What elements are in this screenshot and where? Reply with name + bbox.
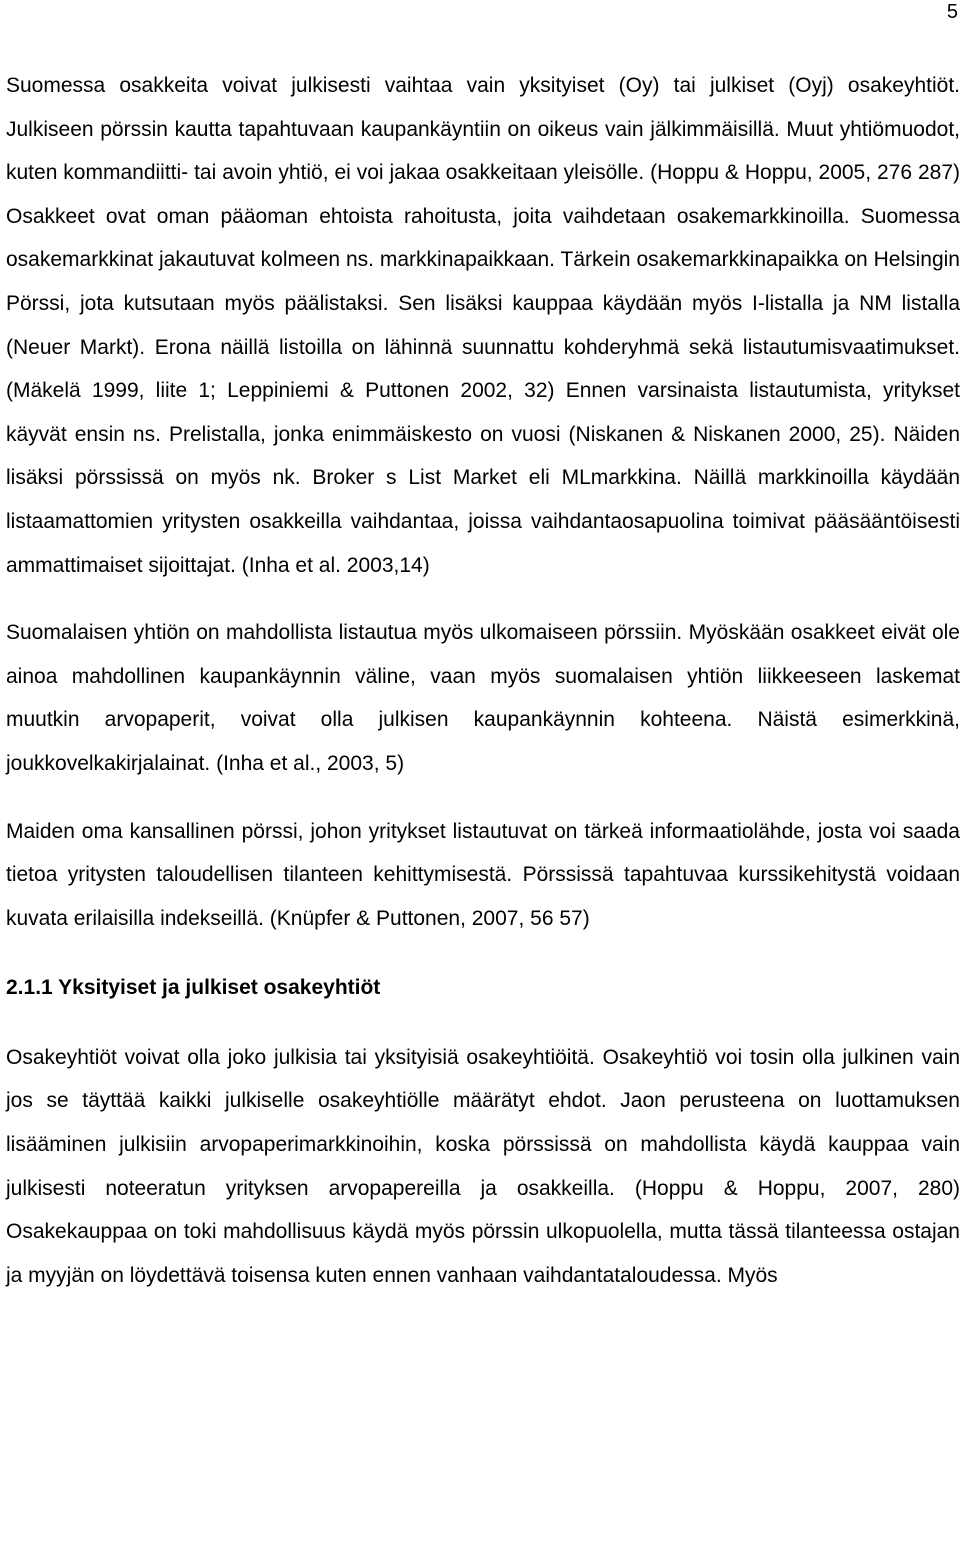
page-number: 5 xyxy=(946,1,958,23)
paragraph-2: Suomalaisen yhtiön on mahdollista listautua myös ulkomaiseen pörssiin. Myöskään osakkeet eivät ole ainoa mahdollinen kaupankäynnin väline, vaan myös suomalaisen yhtiön liikkeeseen laskemat muutkin arvopaperit, voivat olla julkisen kaupankäynnin kohteena. Näistä esimerkkinä, joukkovelkakirjalainat. (Inha et al., 2003, 5) xyxy=(6,621,960,775)
paragraph-1: Suomessa osakkeita voivat julkisesti vaihtaa vain yksityiset (Oy) tai julkiset (Oyj) osakeyhtiöt. Julkiseen pörssin kautta tapahtuvaan kaupankäyntiin on oikeus vain jälkimmäisillä. Muut yhtiömuodot, kuten kommandiitti- tai avoin yhtiö, ei voi jakaa osakkeitaan yleisölle. (Hoppu & Hoppu, 2005, 276 287) Osakkeet ovat oman pääoman ehtoista rahoitusta, joita vaihdetaan osakemarkkinoilla. Suomessa osakemarkkinat jakautuvat kolmeen ns. markkinapaikkaan. Tärkein osakemarkkinapaikka on Helsingin Pörssi, jota kutsutaan myös päälistaksi. Sen lisäksi kauppaa käydään myös I-listalla ja NM listalla (Neuer Markt). Erona näillä listoilla on lähinnä suunnattu kohderyhmä sekä listautumisvaatimukset. (Mäkelä 1999, liite 1; Leppiniemi & Puttonen 2002, 32) Ennen varsinaista listautumista, yritykset käyvät ensin ns. Prelistalla, jonka enimmäiskesto on vuosi (Niskanen & Niskanen 2000, 25). Näiden lisäksi pörssissä on myös nk. Broker s List Market eli MLmarkkina. Näillä markkinoilla käydään listaamattomien yritysten osakkeilla vaihdantaa, joissa vaihdantaosapuolina toimivat pääsääntöisesti ammattimaiset sijoittajat. (Inha et al. 2003,14) xyxy=(6,74,960,577)
document-body xyxy=(6,64,960,1297)
section-paragraph-1: Osakeyhtiöt voivat olla joko julkisia tai yksityisiä osakeyhtiöitä. Osakeyhtiö voi tosin olla julkinen vain jos se täyttää kaikki julkiselle osakeyhtiölle määrätyt ehdot. Jaon perusteena on luottamuksen lisääminen julkisiin arvopaperimarkkinoihin, koska pörssissä on mahdollista käydä kauppaa vain julkisesti noteeratun yrityksen arvopapereilla ja osakkeilla. (Hoppu & Hoppu, 2007, 280) Osakekauppaa on toki mahdollisuus käydä myös pörssin ulkopuolella, mutta tässä tilanteessa ostajan ja myyjän on löydettävä toisensa kuten ennen vanhaan vaihdantataloudessa. Myös xyxy=(6,1045,960,1287)
section-heading: 2.1.1 Yksityiset ja julkiset osakeyhtiöt xyxy=(6,976,381,1000)
paragraph-3: Maiden oma kansallinen pörssi, johon yritykset listautuvat on tärkeä informaatiolähde, josta voi saada tietoa yritysten taloudellisen tilanteen kehittymisestä. Pörssissä tapahtuvaa kurssikehitystä voidaan kuvata erilaisilla indekseillä. (Knüpfer & Puttonen, 2007, 56 57) xyxy=(6,819,960,930)
